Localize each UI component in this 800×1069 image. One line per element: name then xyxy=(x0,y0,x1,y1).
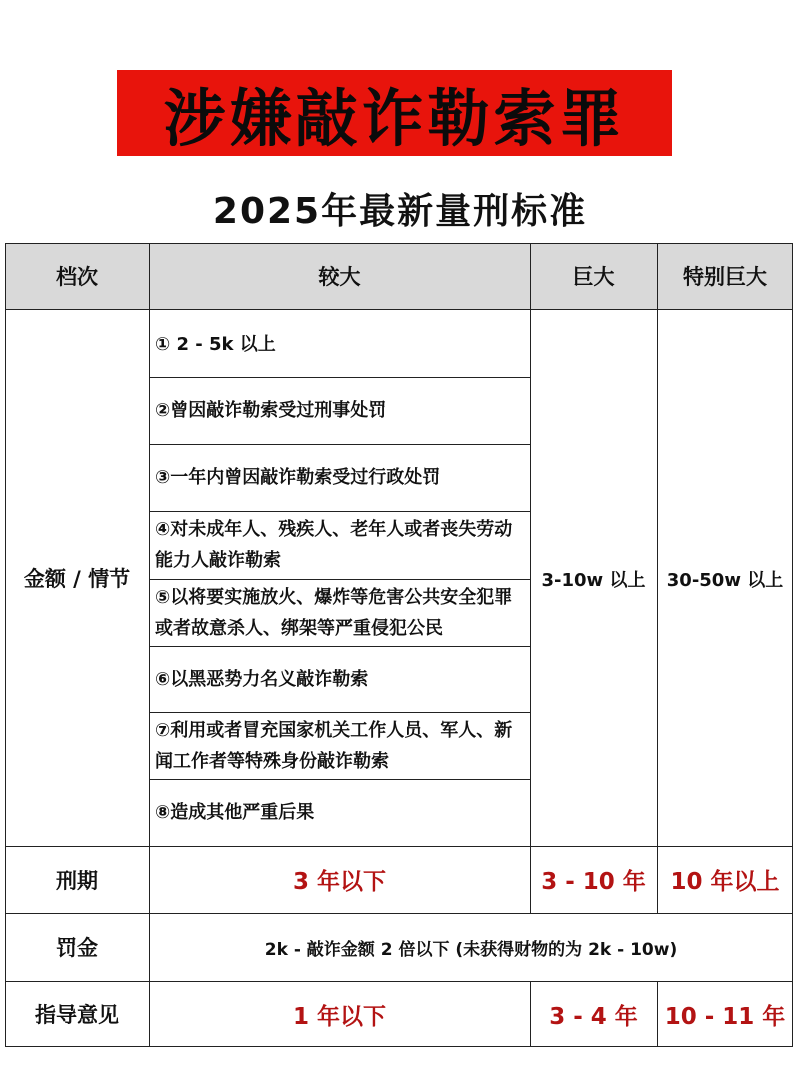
sentence-row-label: 刑期 xyxy=(56,868,98,893)
sentence-large: 3 年以下 xyxy=(292,869,386,895)
amount-huge: 3-10w 以上 xyxy=(541,569,646,591)
guidance-huge: 3 - 4 年 xyxy=(549,1003,638,1030)
fine-text: 2k - 敲诈金额 2 倍以下 (未获得财物的为 2k - 10w) xyxy=(264,939,678,960)
criterion-item: ⑤以将要实施放火、爆炸等危害公共安全犯罪或者故意杀人、绑架等严重侵犯公民 xyxy=(155,586,513,639)
criterion-item: ③一年内曾因敲诈勒索受过行政处罚 xyxy=(155,467,441,488)
amount-especially-huge: 30-50w 以上 xyxy=(666,569,784,591)
guidance-large: 1 年以下 xyxy=(292,1003,386,1030)
header-level: 档次 xyxy=(5,243,149,309)
column-divider xyxy=(530,243,531,913)
page-subtitle: 2025年最新量刑标准 xyxy=(212,191,588,232)
criteria-divider xyxy=(149,511,530,512)
guidance-row-label: 指导意见 xyxy=(35,1003,119,1027)
criteria-divider xyxy=(149,444,530,445)
sentence-huge: 3 - 10 年 xyxy=(541,869,646,895)
criterion-item: ④对未成年人、残疾人、老年人或者丧失劳动能力人敲诈勒索 xyxy=(155,519,513,571)
table-divider xyxy=(5,846,793,847)
criteria-divider xyxy=(149,579,530,580)
column-divider xyxy=(149,243,150,1047)
table-divider xyxy=(5,981,793,982)
column-divider xyxy=(657,243,658,913)
table-divider xyxy=(5,309,793,310)
fine-row-label: 罚金 xyxy=(56,936,98,960)
amount-row-label: 金额 / 情节 xyxy=(23,566,131,591)
criteria-divider xyxy=(149,646,530,647)
criterion-item: ⑦利用或者冒充国家机关工作人员、军人、新闻工作者等特殊身份敲诈勒索 xyxy=(155,719,513,772)
title-banner xyxy=(117,70,672,156)
header-large: 较大 xyxy=(149,243,530,309)
criterion-item: ②曾因敲诈勒索受过刑事处罚 xyxy=(155,400,387,421)
column-divider xyxy=(657,981,658,1047)
criterion-item: ① 2 - 5k 以上 xyxy=(155,333,276,355)
header-huge: 巨大 xyxy=(530,243,657,309)
criteria-divider xyxy=(149,712,530,713)
criterion-item: ⑧造成其他严重后果 xyxy=(155,802,315,823)
criteria-divider xyxy=(149,779,530,780)
table-frame xyxy=(5,243,793,1047)
guidance-especially-huge: 10 - 11 年 xyxy=(664,1003,786,1030)
criterion-item: ⑥以黑恶势力名义敲诈勒索 xyxy=(155,668,369,690)
sentence-especially-huge: 10 年以上 xyxy=(670,869,780,895)
header-especially-huge: 特别巨大 xyxy=(657,243,793,309)
criteria-divider xyxy=(149,377,530,378)
column-divider xyxy=(530,981,531,1047)
table-divider xyxy=(5,913,793,914)
page-title: 涉嫌敲诈勒索罪 xyxy=(163,81,626,155)
